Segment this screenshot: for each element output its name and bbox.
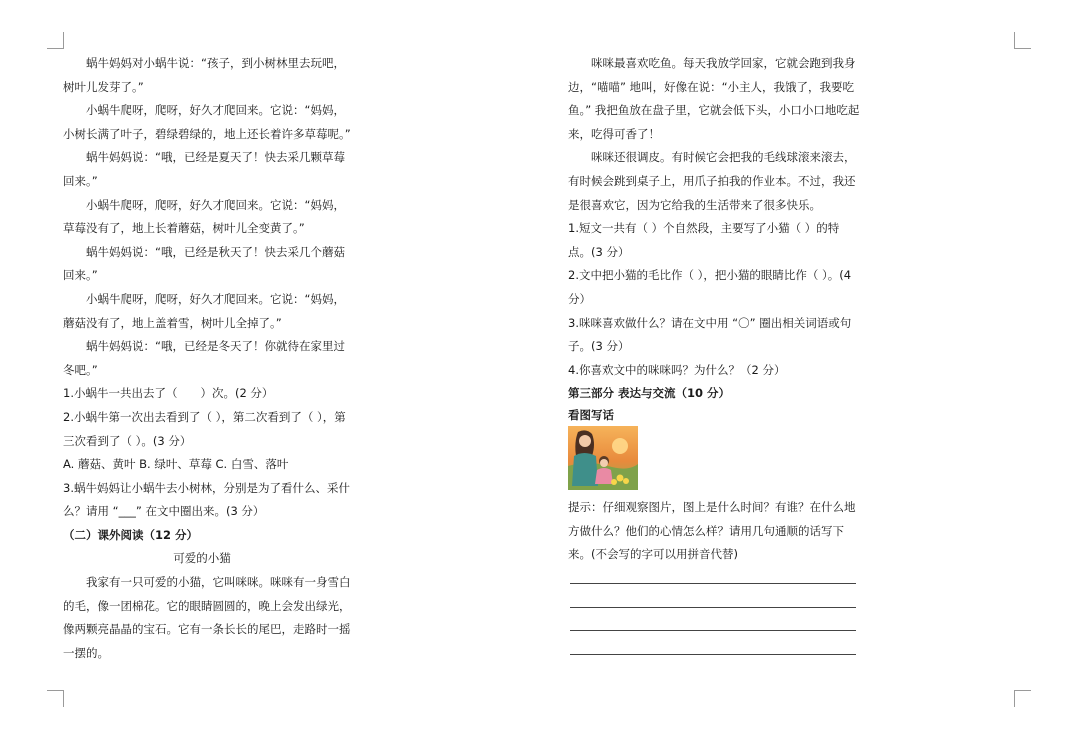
question-3: 3.蜗牛妈妈让小蜗牛去小树林，分别是为了看什么、采什么？请用 “___” 在文中圈出来。(3 分） — [63, 480, 350, 519]
left-page-column — [63, 52, 355, 665]
story2-paragraph-2: 咪咪最喜欢吃鱼。每天我放学回家，它就会跑到我身边，“喵喵” 地叫，好像在说：“小主人，我饿了，我要吃鱼。” 我把鱼放在盘子里，它就会低下头，小口小口地吃起来，吃得可香了！ — [568, 56, 860, 141]
section-heading-extracurricular-reading: （二）课外阅读（12 分） — [63, 527, 199, 542]
question-2-options: A. 蘑菇、黄叶 B. 绿叶、草莓 C. 白雪、落叶 — [63, 457, 289, 472]
story-paragraph: 蜗牛妈妈说：“哦，已经是秋天了！快去采几个蘑菇回来。” — [63, 244, 345, 283]
question-1: 1.小蜗牛一共出去了（ ）次。(2 分） — [63, 386, 274, 401]
reading-question-2: 2.文中把小猫的毛比作（ ），把小猫的眼睛比作（ ）。(4 分） — [568, 268, 852, 306]
story-paragraph: 蜗牛妈妈说：“哦，已经是冬天了！你就待在家里过冬吧。” — [63, 339, 345, 377]
mother-and-child-illustration — [568, 426, 638, 490]
story-title: 可爱的小猫 — [173, 551, 231, 566]
story-paragraph: 蜗牛妈妈说：“哦，已经是夏天了！快去采几颗草莓回来。” — [63, 150, 345, 188]
writing-line[interactable] — [570, 583, 856, 584]
crop-mark-top-left — [47, 32, 64, 49]
reading-question-4: 4.你喜欢文中的咪咪吗？为什么？（2 分） — [568, 362, 786, 377]
reading-question-1: 1.短文一共有（ ）个自然段，主要写了小猫（ ）的特点。(3 分） — [568, 221, 840, 259]
question-2: 2.小蜗牛第一次出去看到了（ ），第二次看到了（ ），第三次看到了（ ）。(3 分） — [63, 409, 346, 448]
picture-writing-heading: 看图写话 — [568, 407, 614, 422]
crop-mark-bottom-right — [1014, 690, 1031, 707]
part-3-heading: 第三部分 表达与交流（10 分） — [568, 386, 731, 401]
story2-paragraph-1: 我家有一只可爱的小猫，它叫咪咪。咪咪有一身雪白的毛，像一团棉花。它的眼睛圆圆的，晚上会发出绿光，像两颗亮晶晶的宝石。它有一条长长的尾巴，走路时一摇一摆的。 — [63, 575, 351, 660]
writing-line[interactable] — [570, 654, 856, 655]
reading-question-3: 3.咪咪喜欢做什么？请在文中用 “〇” 圈出相关词语或句子。(3 分） — [568, 315, 852, 354]
writing-line[interactable] — [570, 607, 856, 608]
crop-mark-bottom-left — [47, 690, 64, 707]
crop-mark-top-right — [1014, 32, 1031, 49]
story-paragraph: 小蜗牛爬呀，爬呀，好久才爬回来。它说：“妈妈，草莓没有了，地上长着蘑菇，树叶儿全变黄了。” — [63, 197, 345, 236]
picture-writing-hint: 提示：仔细观察图片，图上是什么时间？有谁？在什么地方做什么？他们的心情怎么样？请用几句通顺的话写下来。(不会写的字可以用拼音代替) — [568, 499, 856, 562]
story-paragraph: 小蜗牛爬呀，爬呀，好久才爬回来。它说：“妈妈，蘑菇没有了，地上盖着雪，树叶儿全掉了。” — [63, 291, 345, 330]
story2-paragraph-3: 咪咪还很调皮。有时候它会把我的毛线球滚来滚去，有时候会跳到桌子上，用爪子拍我的作业本。不过，我还是很喜欢它，因为它给我的生活带来了很多快乐。 — [568, 150, 856, 212]
story-paragraph: 蜗牛妈妈对小蜗牛说：“孩子，到小树林里去玩吧，树叶儿发芽了。” — [63, 56, 345, 94]
story-paragraph: 小蜗牛爬呀，爬呀，好久才爬回来。它说：“妈妈，小树长满了叶子，碧绿碧绿的，地上还长着许多草莓呢。” — [63, 103, 351, 141]
writing-line[interactable] — [570, 630, 856, 631]
right-page-column — [568, 52, 860, 655]
